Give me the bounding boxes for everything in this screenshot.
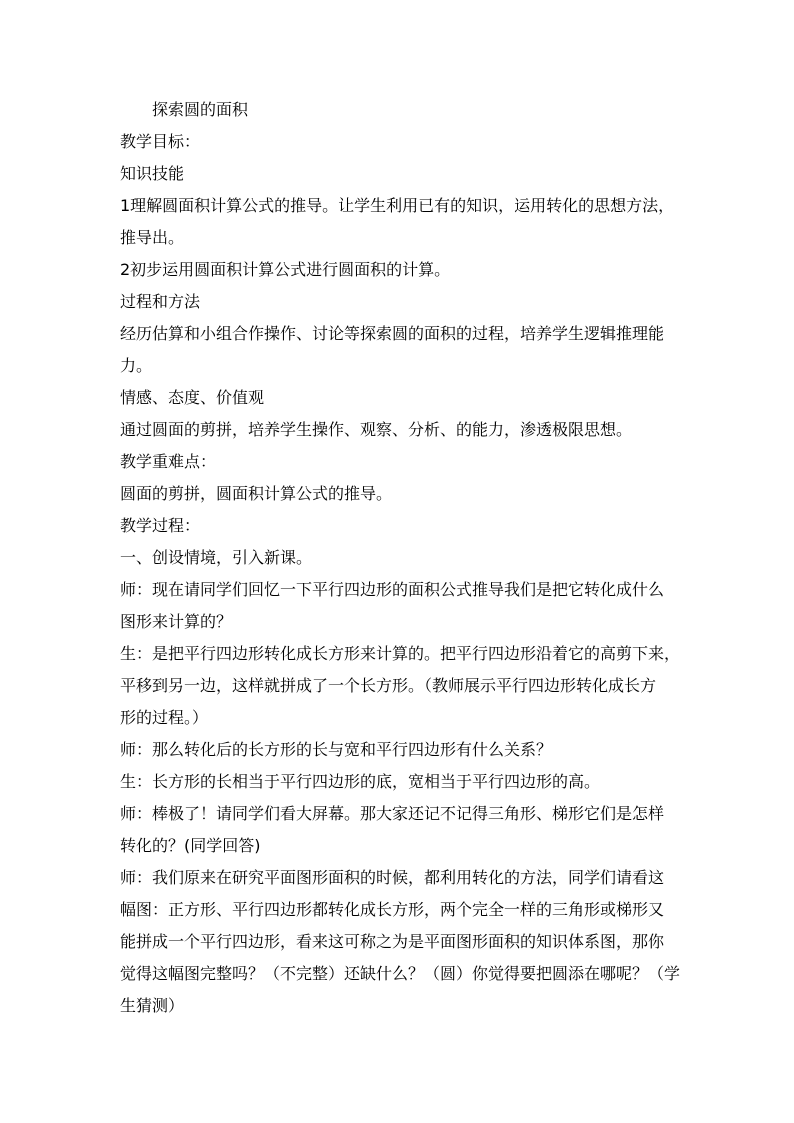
subheading-knowledge-skills: 知识技能	[120, 164, 185, 183]
paragraph-line: 1理解圆面积计算公式的推导。让学生利用已有的知识，运用转化的思想方法，	[120, 196, 675, 215]
dialogue-line: 生猜测）	[120, 996, 185, 1015]
dialogue-line: 图形来计算的？	[120, 612, 233, 631]
step-heading: 一、创设情境，引入新课。	[120, 548, 313, 567]
dialogue-line: 师：棒极了！请同学们看大屏幕。那大家还记不记得三角形、梯形它们是怎样	[120, 804, 665, 823]
dialogue-line: 转化的？(同学回答)	[120, 836, 261, 855]
dialogue-line: 平移到另一边，这样就拼成了一个长方形。（教师展示平行四边形转化成长方	[120, 676, 657, 695]
paragraph-line: 经历估算和小组合作操作、讨论等探索圆的面积的过程，培养学生逻辑推理能	[120, 324, 665, 343]
dialogue-line: 生：长方形的长相当于平行四边形的底，宽相当于平行四边形的高。	[120, 772, 601, 791]
document-body	[120, 94, 680, 1022]
dialogue-line: 能拼成一个平行四边形，看来这可称之为是平面图形面积的知识体系图，那你	[120, 932, 665, 951]
subheading-attitudes-values: 情感、态度、价值观	[120, 388, 265, 407]
paragraph-line: 推导出。	[120, 228, 185, 247]
section-heading-teaching-process: 教学过程：	[120, 516, 201, 535]
dialogue-line: 师：我们原来在研究平面图形面积的时候，都利用转化的方法，同学们请看这	[120, 868, 665, 887]
document-title: 探索圆的面积	[152, 100, 249, 119]
dialogue-line: 幅图：正方形、平行四边形都转化成长方形，两个完全一样的三角形或梯形又	[120, 900, 665, 919]
dialogue-line: 形的过程。）	[120, 708, 209, 727]
dialogue-line: 师：那么转化后的长方形的长与宽和平行四边形有什么关系？	[120, 740, 553, 759]
paragraph-line: 2初步运用圆面积计算公式进行圆面积的计算。	[120, 260, 451, 279]
paragraph-line: 通过圆面的剪拼，培养学生操作、观察、分析、的能力，渗透极限思想。	[120, 420, 633, 439]
section-heading-objectives: 教学目标：	[120, 132, 201, 151]
dialogue-line: 觉得这幅图完整吗？（不完整）还缺什么？（圆）你觉得要把圆添在哪呢？（学	[120, 964, 680, 983]
paragraph-line: 力。	[120, 356, 153, 375]
dialogue-line: 生：是把平行四边形转化成长方形来计算的。把平行四边形沿着它的高剪下来，	[120, 644, 680, 663]
paragraph-line: 圆面的剪拼，圆面积计算公式的推导。	[120, 484, 393, 503]
section-heading-key-points: 教学重难点：	[120, 452, 217, 471]
dialogue-line: 师：现在请同学们回忆一下平行四边形的面积公式推导我们是把它转化成什么	[120, 580, 665, 599]
subheading-process-methods: 过程和方法	[120, 292, 201, 311]
